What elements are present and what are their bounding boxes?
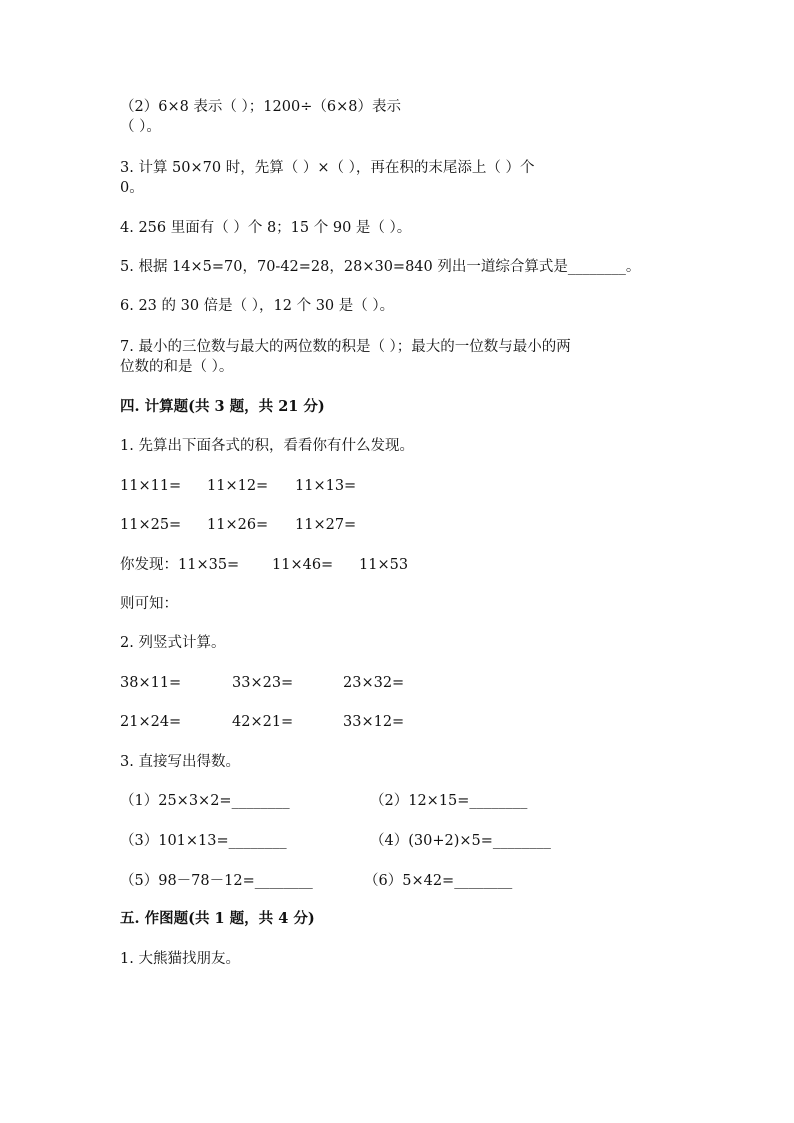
calc-q1-expr: 11×53 [359, 557, 409, 573]
calc-q3-item: （4）(30+2)×5=________ [370, 833, 551, 849]
calc-q3-item: （2）12×15=________ [370, 793, 528, 809]
calc-q1-expr: 你发现：11×35= [120, 557, 240, 573]
fill-blank-q2-sub2-line2: （ ）。 [120, 119, 161, 135]
calc-q2-expr: 21×24= [120, 714, 182, 730]
section-heading-calculation: 四. 计算题(共 3 题，共 21 分) [120, 398, 325, 415]
fill-blank-q3-line1: 3. 计算 50×70 时，先算（ ）×（ ），再在积的末尾添上（ ）个 [120, 160, 535, 176]
drawing-q1-prompt: 1. 大熊猫找朋友。 [120, 951, 240, 967]
calc-q1-expr: 11×11= [120, 478, 182, 494]
fill-blank-q6: 6. 23 的 30 倍是（ ），12 个 30 是（ ）。 [120, 298, 395, 314]
calc-q1-expr: 11×12= [207, 478, 269, 494]
fill-blank-q7-line1: 7. 最小的三位数与最大的两位数的积是（ ）；最大的一位数与最小的两 [120, 339, 571, 355]
calc-q2-expr: 38×11= [120, 675, 182, 691]
calc-q1-prompt: 1. 先算出下面各式的积，看看你有什么发现。 [120, 438, 414, 454]
calc-q2-prompt: 2. 列竖式计算。 [120, 635, 226, 651]
calc-q2-expr: 33×23= [232, 675, 294, 691]
calc-q3-item: （3）101×13=________ [120, 833, 287, 849]
calc-q2-expr: 23×32= [343, 675, 405, 691]
calc-q1-expr: 11×25= [120, 517, 182, 533]
calc-q3-item: （5）98－78－12=________ [120, 873, 313, 889]
calc-q2-expr: 33×12= [343, 714, 405, 730]
calc-q1-expr: 11×13= [295, 478, 357, 494]
section-heading-drawing: 五. 作图题(共 1 题，共 4 分) [120, 910, 315, 927]
fill-blank-q2-sub2-line1: （2）6×8 表示（ ）；1200÷（6×8）表示 [120, 99, 401, 115]
calc-q3-item: （1）25×3×2=________ [120, 793, 290, 809]
calc-q3-prompt: 3. 直接写出得数。 [120, 754, 240, 770]
fill-blank-q3-line2: 0。 [120, 180, 144, 196]
calc-q1-expr: 11×27= [295, 517, 357, 533]
calc-q1-expr: 11×26= [207, 517, 269, 533]
fill-blank-q4: 4. 256 里面有（ ）个 8；15 个 90 是（ ）。 [120, 220, 412, 236]
fill-blank-q7-line2: 位数的和是（ ）。 [120, 359, 234, 375]
fill-blank-q5: 5. 根据 14×5=70，70-42=28，28×30=840 列出一道综合算式是________。 [120, 259, 641, 275]
calc-q3-item: （6）5×42=________ [364, 873, 513, 889]
calc-q1-conclusion: 则可知： [120, 596, 178, 612]
calc-q1-expr: 11×46= [272, 557, 334, 573]
calc-q2-expr: 42×21= [232, 714, 294, 730]
